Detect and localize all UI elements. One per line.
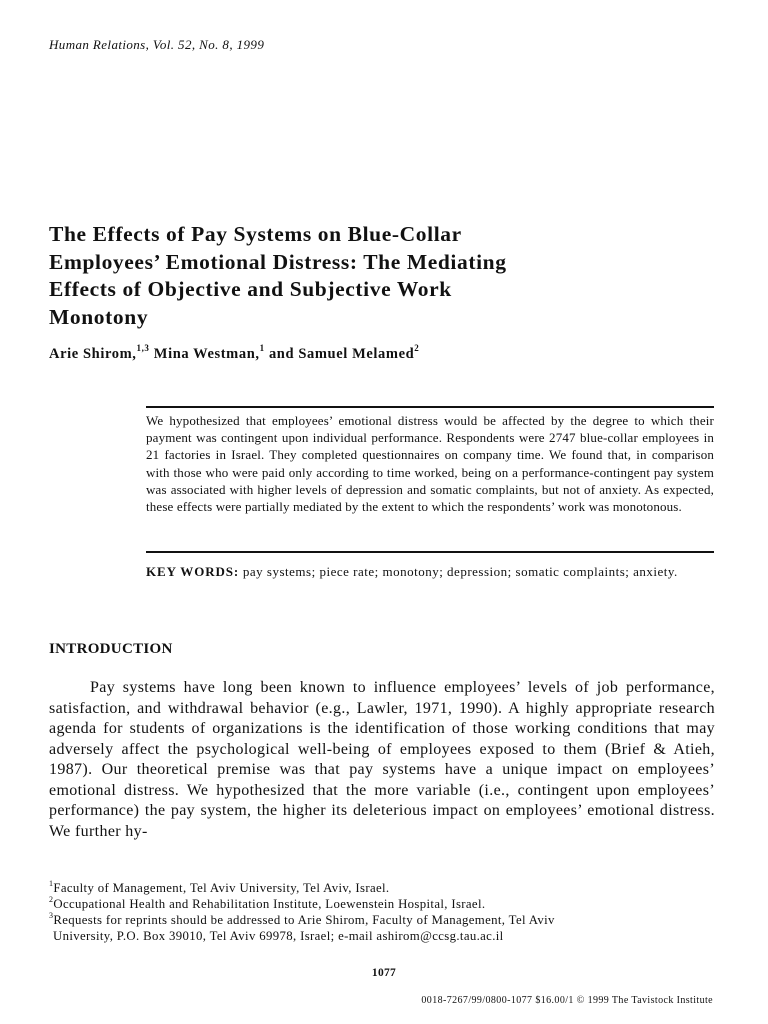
title-line: Effects of Objective and Subjective Work (49, 277, 452, 301)
footnote-marker: 2 (49, 895, 54, 904)
footnote (49, 896, 715, 912)
page-number: 1077 (371, 967, 397, 979)
abstract: We hypothesized that employees’ emotional distress would be affected by the degree to which their payment was contingent upon individual performance. Respondents were 2747 blue-collar employees in 21 factories in Israel. They completed questionnaires on company time. We found that, in comparison with those who were paid only according to time worked, being on a performance-contingent pay system was associated with higher levels of depression and somatic complaints, but not of anxiety. As expected, these effects were partially mediated by the extent to which the respondents’ work was monotonous. (146, 413, 714, 515)
abstract-top-rule (146, 406, 714, 408)
footnote-text: Faculty of Management, Tel Aviv University, Tel Aviv, Israel. (53, 881, 390, 895)
article-title (49, 221, 689, 331)
footnote-continuation: University, P.O. Box 39010, Tel Aviv 69978, Israel; e-mail ashirom@ccsg.tau.ac.il (53, 929, 504, 943)
footnote (49, 912, 715, 928)
title-line: Employees’ Emotional Distress: The Mediating (49, 249, 507, 274)
footnotes (49, 880, 715, 944)
affiliation-marker: 1 (259, 343, 265, 353)
abstract-bottom-rule (146, 551, 714, 553)
author-list (49, 343, 420, 363)
author-name: and Samuel Melamed (268, 346, 415, 362)
footnote-text: Requests for reprints should be addressed to Arie Shirom, Faculty of Management, Tel Aviv (53, 913, 555, 927)
affiliation-marker: 2 (414, 343, 420, 353)
title-line: Monotony (49, 304, 149, 329)
author-name: Arie Shirom, (49, 346, 137, 362)
keywords-label: KEY WORDS: (146, 564, 240, 579)
footnote (49, 880, 715, 896)
copyright-line: 0018-7267/99/0800-1077 $16.00/1 © 1999 The Tavistock Institute (421, 995, 713, 1006)
section-heading: INTRODUCTION (49, 641, 173, 657)
affiliation-marker: 1,3 (136, 343, 150, 353)
journal-citation: Human Relations, Vol. 52, No. 8, 1999 (49, 37, 265, 52)
footnote-marker: 3 (49, 911, 54, 920)
title-line: The Effects of Pay Systems on Blue-Collar (49, 222, 462, 246)
body-paragraph: Pay systems have long been known to influence employees’ levels of job performance, satisfaction, and withdrawal behavior (e.g., Lawler, 1971, 1990). A highly appropriate research agenda for students of organizations is the identification of those working conditions that may adversely affect the psychological well-being of employees exposed to them (Brief & Atieh, 1987). Our theoretical premise was that pay systems have a unique impact on employees’ emotional distress. We hypothesized that the more variable (i.e., contingent upon employees’ performance) the pay system, the higher its deleterious impact on employees’ emotional distress. We further hy- (49, 679, 715, 840)
footnote-text: Occupational Health and Rehabilitation Institute, Loewenstein Hospital, Israel. (53, 897, 486, 911)
keywords (146, 563, 714, 580)
keywords-text: pay systems; piece rate; monotony; depression; somatic complaints; anxiety. (242, 564, 678, 579)
footnote-marker: 1 (49, 879, 54, 888)
author-name: Mina Westman, (153, 346, 260, 362)
